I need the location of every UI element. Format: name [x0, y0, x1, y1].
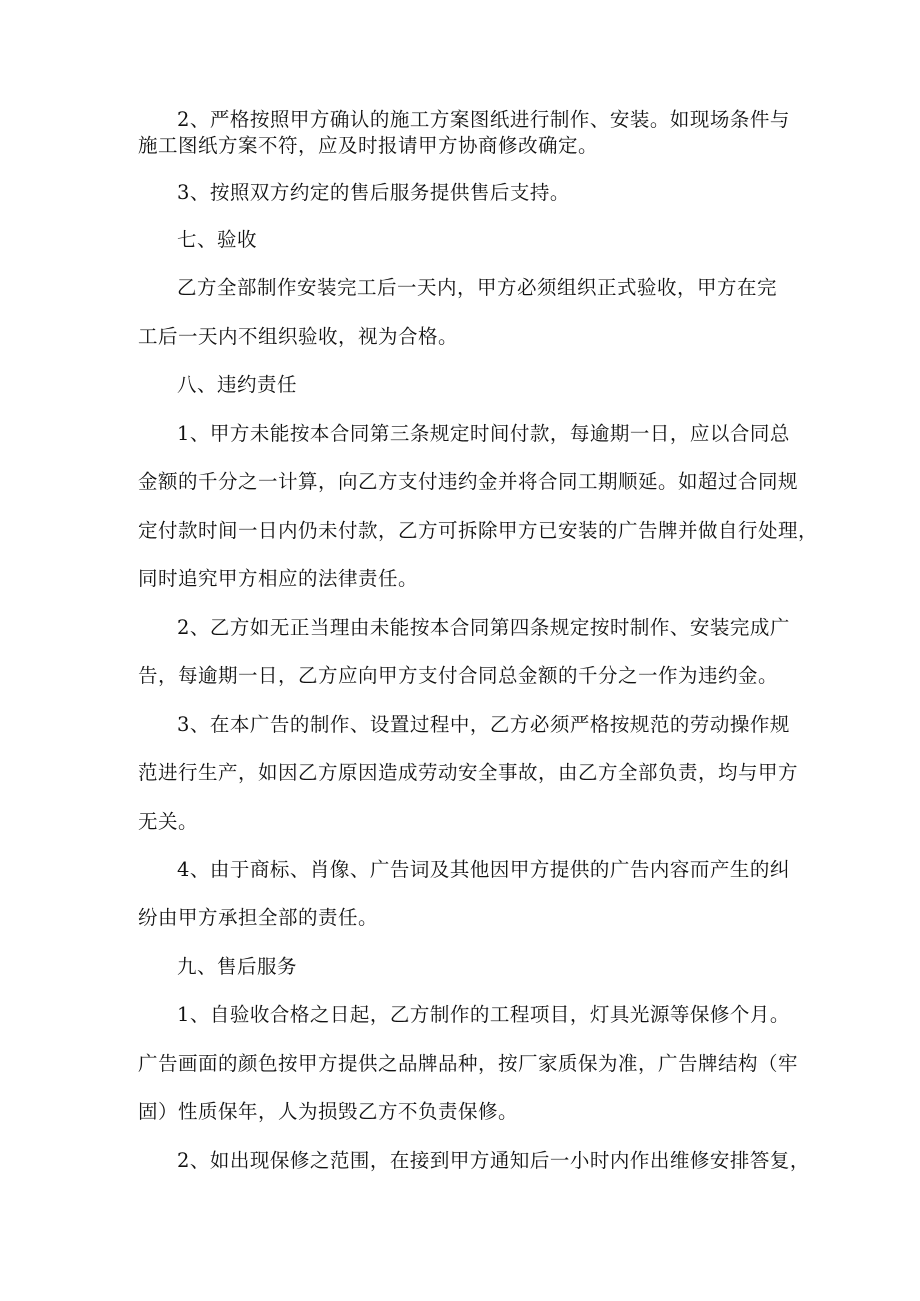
paragraph-line: 同时追究甲方相应的法律责任。 [138, 567, 419, 590]
section-heading: 八、违约责任 [177, 373, 298, 396]
paragraph-line: 4、由于商标、肖像、广告词及其他因甲方提供的广告内容而产生的纠 [177, 858, 790, 881]
paragraph-line: 3、在本广告的制作、设置过程中，乙方必须严格按规范的劳动操作规 [177, 713, 790, 736]
paragraph-line: 1、甲方未能按本合同第三条规定时间付款，每逾期一日，应以合同总 [177, 422, 790, 445]
paragraph-line: 金额的千分之一计算，向乙方支付违约金并将合同工期顺延。如超过合同规 [138, 470, 799, 493]
paragraph-line: 施工图纸方案不符，应及时报请甲方协商修改确定。 [138, 134, 599, 157]
paragraph-line: 告，每逾期一日，乙方应向甲方支付合同总金额的千分之一作为违约金。 [138, 664, 779, 687]
paragraph-line: 范进行生产，如因乙方原因造成劳动安全事故，由乙方全部负责，均与甲方 [138, 761, 799, 784]
paragraph-line: 纷由甲方承担全部的责任。 [138, 906, 379, 929]
paragraph-line: 定付款时间一日内仍未付款，乙方可拆除甲方已安装的广告牌并做自行处理， [138, 519, 819, 542]
paragraph-line: 2、如出现保修之范围，在接到甲方通知后一小时内作出维修安排答复， [177, 1149, 810, 1172]
paragraph-line: 乙方全部制作安装完工后一天内，甲方必须组织正式验收，甲方在完 [177, 276, 778, 299]
paragraph-line: 无关。 [138, 810, 199, 833]
section-heading: 九、售后服务 [177, 955, 298, 978]
paragraph-line: 2、严格按照甲方确认的施工方案图纸进行制作、安装。如现场条件与 [177, 108, 790, 131]
section-heading: 七、验收 [177, 228, 258, 251]
paragraph-line: 2、乙方如无正当理由未能按本合同第四条规定按时制作、安装完成广 [177, 616, 790, 639]
paragraph-line: 3、按照双方约定的售后服务提供售后支持。 [177, 181, 570, 204]
paragraph-line: 1、自验收合格之日起，乙方制作的工程项目，灯具光源等保修个月。 [177, 1003, 790, 1026]
paragraph-line: 固）性质保年，人为损毁乙方不负责保修。 [138, 1100, 519, 1123]
paragraph-line: 广告画面的颜色按甲方提供之品牌品种，按厂家质保为准，广告牌结构（牢 [138, 1052, 799, 1075]
paragraph-line: 工后一天内不组织验收，视为合格。 [138, 325, 459, 348]
